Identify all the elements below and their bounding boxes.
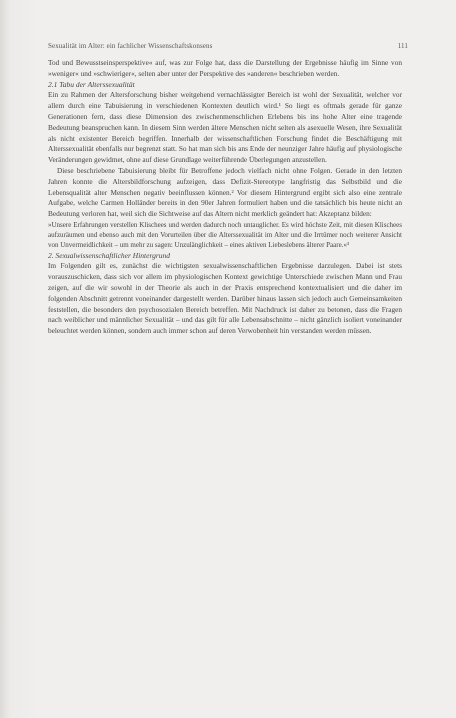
running-head-title: Sexualität im Alter: ein fachlicher Wissenschaftskonsens [48, 42, 213, 50]
section1-paragraph-1: Ein zu Rahmen der Altersforschung bisher weitgehend vernachlässigter Bereich ist wohl der Sexualität, welcher vor allem durch eine Tabuisierung in verschiedenen Kontexten deutlich wird.¹ So liegt es oftmals gerade für ganze Generationen fern, dass diese Dimension des zwischenmenschlichen Erlebens bis ins hohe Alter eine tragende Bedeutung beanspruchen kann. In diesem Sinn werden ältere Menschen nicht selten als asexuelle Wesen, ihre Sexualität als nicht existenter Bereich begriffen. Innerhalb der wissenschaftlichen Forschung findet die Beschäftigung mit Alterssexualität ebenfalls nur begrenzt statt. So hat man sich bis ans Ende der neunziger Jahre häufig auf physiologische Veränderungen gewidmet, ohne auf diese Grundlage weiterführende Überlegungen anzustellen. [48, 90, 402, 165]
intro-paragraph: Tod und Bewusstseinsperspektive« auf, was zur Folge hat, dass die Darstellung der Ergebnisse häufig im Sinne von »weniger« und »schwieriger«, selten aber unter der Perspektive des »anderen« beschrieben werden. [48, 58, 402, 78]
section1-paragraph-2: Diese beschriebene Tabuisierung bleibt für Betroffene jedoch vielfach nicht ohne Folgen. Gerade in den letzten Jahren konnte die Altersbildforschung aufzeigen, dass Defizit-Stereotype langfristig das Selbstbild und die Lebensqualität alter Menschen negativ beeinflussen können.² Vor diesem Hintergrund ergibt sich also eine zentrale Aufgabe, welche Carmen Holländer bereits in den 90er Jahren formuliert haben und die tatsächlich bis heute nicht an Bedeutung verloren hat, weil sich die Sichtweise auf das Altern nicht merklich geändert hat: Akzeptanz bilden: [48, 165, 402, 219]
section2-paragraph-1: Im Folgenden gilt es, zunächst die wichtigsten sexualwissenschaftlichen Ergebnisse darzulegen. Dabei ist stets vorauszuschicken, dass sich vor allem im physiologischen Kontext gewichtige Unterschiede zwischen Mann und Frau zeigen, auf die wir sowohl in der Theorie als auch in der Praxis entsprechend kontextualisiert und die daher im folgenden Abschnitt getrennt voneinander dargestellt werden. Darüber hinaus lassen sich jedoch auch Gemeinsamkeiten feststellen, die besonders den psychosozialen Bereich betreffen. Mit Nachdruck ist daher zu betonen, dass die Fragen nach weiblicher und männlicher Sexualität – und das gilt für alle Lebensabschnitte – nicht gänzlich isoliert voneinander beleuchtet werden können, sondern auch immer schon auf deren Verwobenheit hin verstanden werden müssen. [48, 261, 402, 336]
page-number: 111 [397, 42, 408, 50]
page-body [48, 58, 402, 337]
section-heading-hintergrund: 2. Sexualwissenschaftlicher Hintergrund [48, 250, 170, 260]
running-head [48, 42, 408, 50]
section-heading-tabu: 2.1 Tabu der Alterssexualität [48, 79, 135, 89]
block-quote: »Unsere Erfahrungen verstellen Klischees und werden dadurch noch untauglicher. Es wird höchste Zeit, mit diesen Klischees aufzuräumen und ebenso auch mit den Vorurteilen über die Alterssexualität im Alter und die Irrtümer noch weiterer Ansicht von Unvermeidlichkeit – um mehr zu sagen: Unzulänglichkeit – eines aktiven Liebeslebens älterer Paare.«³ [48, 220, 402, 250]
